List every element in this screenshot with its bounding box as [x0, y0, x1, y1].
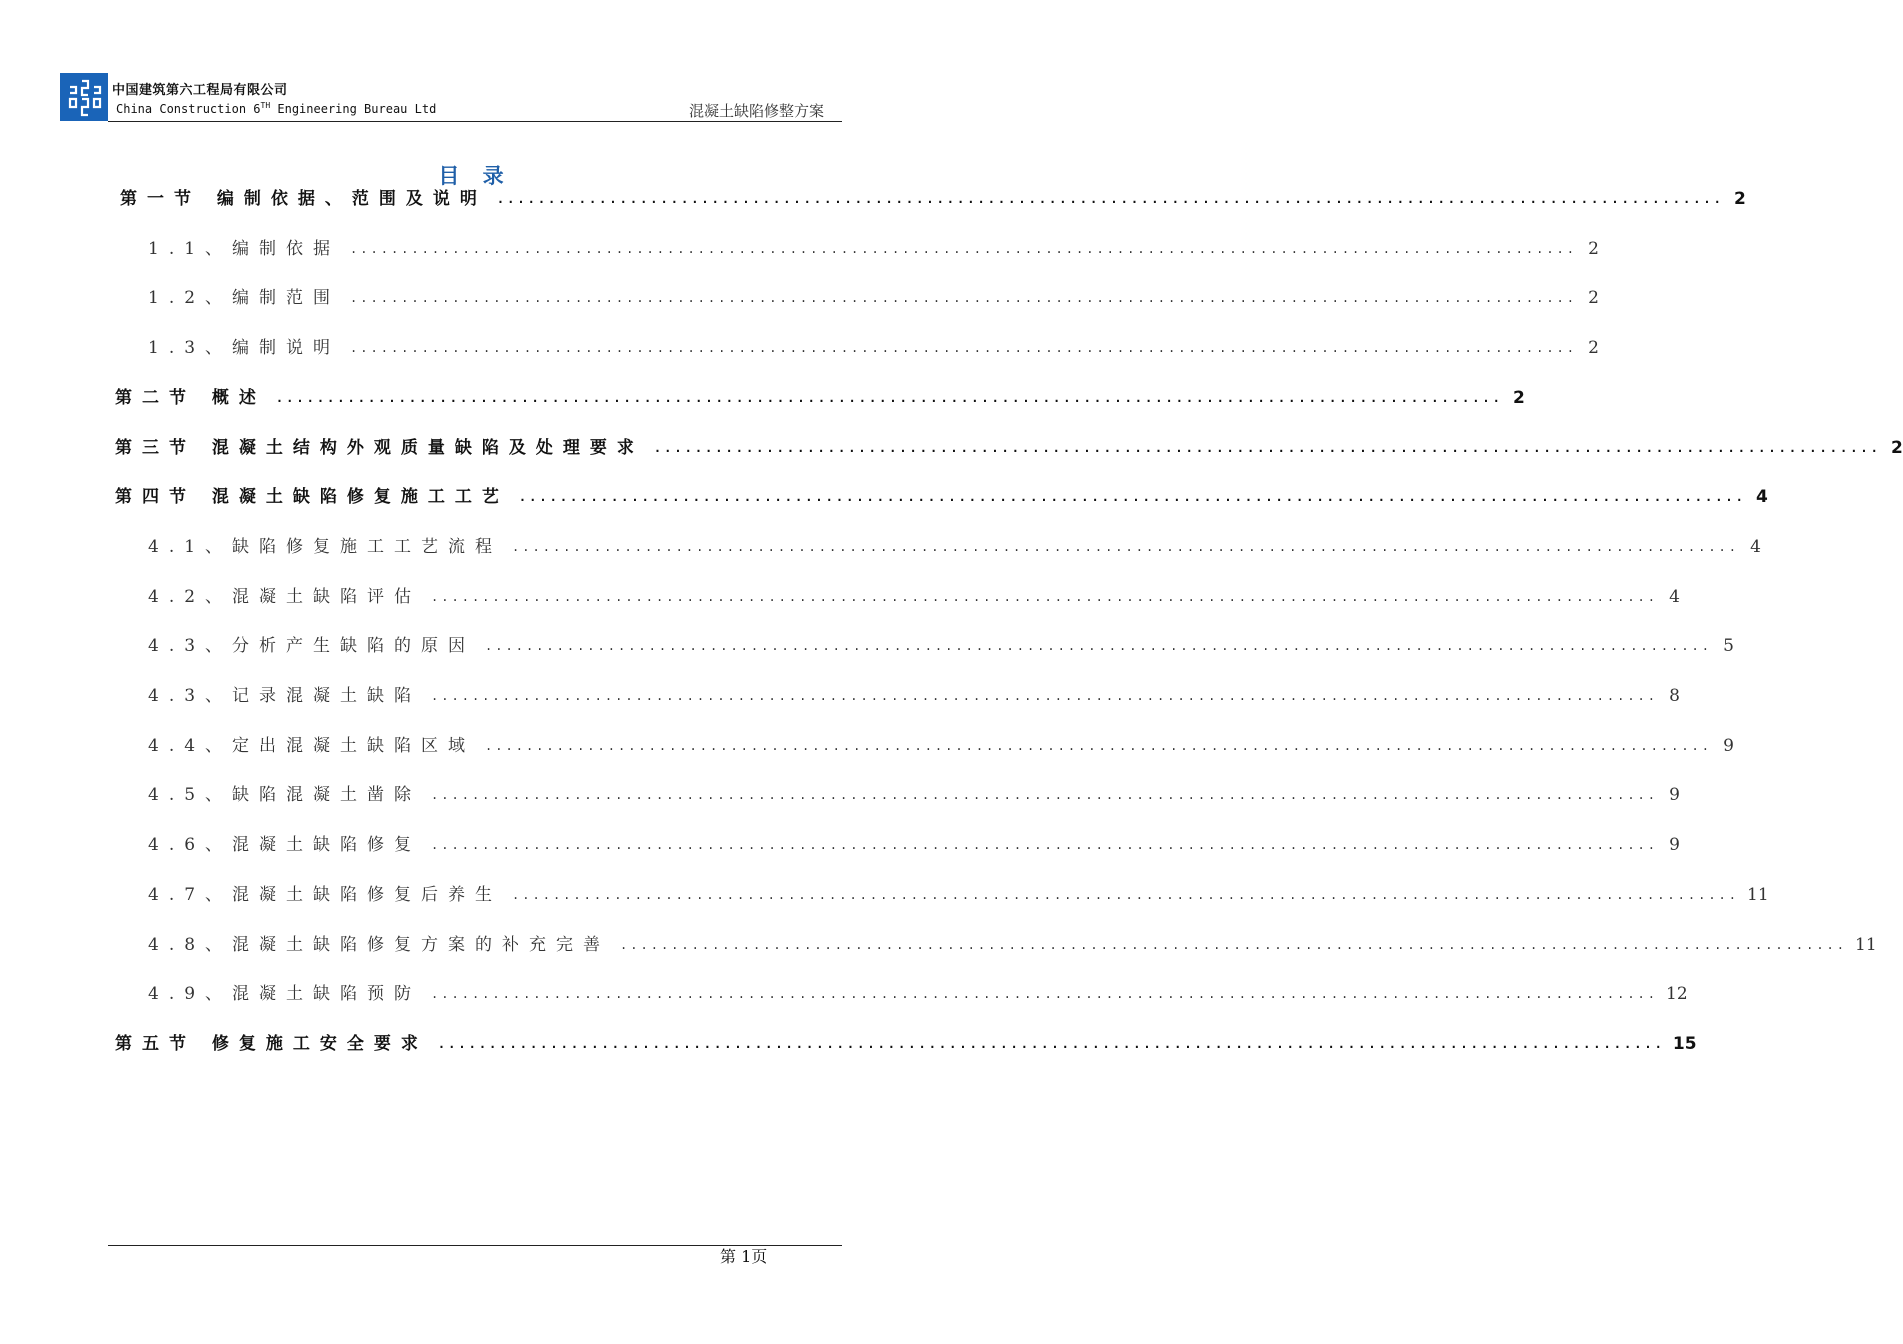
toc-entry-page: 4 — [1669, 587, 1680, 607]
toc-leader-dots: ........................................................................................................................ — [653, 441, 1881, 455]
toc-entry-page: 9 — [1669, 835, 1680, 855]
toc-entry-page: 9 — [1723, 736, 1734, 756]
toc-leader-dots: ........................................................................................................................ — [431, 987, 1658, 1001]
toc-entry-label: 4.3、记录混凝土缺陷 — [148, 686, 422, 706]
toc-entry-label: 4.7、混凝土缺陷修复后养生 — [148, 885, 503, 905]
toc-subsection-entry[interactable] — [148, 633, 1734, 657]
company-name-cn: 中国建筑第六工程局有限公司 — [112, 83, 288, 98]
toc-leader-dots: ........................................................................................................................ — [275, 391, 1503, 405]
toc-entry-label: 1.1、编制依据 — [148, 239, 341, 259]
toc-subsection-entry[interactable] — [148, 782, 1680, 806]
toc-subsection-entry[interactable] — [148, 534, 1761, 558]
toc-subsection-entry[interactable] — [148, 733, 1734, 757]
toc-entry-label: 4.3、分析产生缺陷的原因 — [148, 636, 476, 656]
toc-entry-page: 4 — [1756, 487, 1768, 507]
document-title: 混凝土缺陷修整方案 — [688, 102, 824, 120]
toc-leader-dots: ........................................................................................................................ — [350, 242, 1577, 256]
toc-entry-page: 15 — [1672, 1034, 1697, 1054]
toc-entry-page: 2 — [1588, 239, 1599, 259]
toc-subsection-entry[interactable] — [148, 236, 1599, 260]
toc-entry-label: 第二节 概述 — [115, 388, 266, 408]
toc-subsection-entry[interactable] — [148, 882, 1769, 906]
toc-entry-label: 4.5、缺陷混凝土凿除 — [148, 785, 422, 805]
toc-subsection-entry[interactable] — [148, 584, 1680, 608]
toc-subsection-entry[interactable] — [148, 683, 1680, 707]
toc-entry-label: 4.1、缺陷修复施工工艺流程 — [148, 537, 503, 557]
company-name-en-superscript: TH — [260, 101, 271, 110]
toc-entry-page: 9 — [1669, 785, 1680, 805]
toc-entry-page: 2 — [1891, 438, 1903, 458]
toc-section-entry[interactable] — [115, 385, 1525, 409]
toc-entry-page: 2 — [1588, 338, 1599, 358]
toc-entry-label: 第五节 修复施工安全要求 — [115, 1034, 428, 1054]
header-divider — [108, 121, 842, 122]
toc-subsection-entry[interactable] — [148, 932, 1877, 956]
toc-entry-page: 4 — [1750, 537, 1761, 557]
toc-leader-dots: ........................................................................................................................ — [431, 590, 1658, 604]
toc-leader-dots: ........................................................................................................................ — [512, 888, 1739, 902]
toc-entry-label: 第四节 混凝土缺陷修复施工工艺 — [115, 487, 509, 507]
toc-entry-label: 1.3、编制说明 — [148, 338, 341, 358]
toc-entry-label: 第一节 编制依据、范围及说明 — [120, 189, 487, 209]
toc-leader-dots: ........................................................................................................................ — [431, 788, 1658, 802]
toc-leader-dots: ........................................................................................................................ — [437, 1037, 1665, 1051]
toc-subsection-entry[interactable] — [148, 335, 1599, 359]
toc-leader-dots: ........................................................................................................................ — [485, 739, 1712, 753]
page-header — [60, 70, 842, 125]
toc-heading: 目 录 — [438, 164, 512, 188]
toc-leader-dots: ........................................................................................................................ — [496, 192, 1724, 206]
page-number: 第 1页 — [720, 1247, 768, 1266]
toc-subsection-entry[interactable] — [148, 285, 1599, 309]
toc-subsection-entry[interactable] — [148, 832, 1680, 856]
company-name-en-prefix: China Construction 6 — [116, 102, 261, 116]
toc-leader-dots: ........................................................................................................................ — [431, 689, 1658, 703]
toc-entry-page: 12 — [1666, 984, 1688, 1004]
toc-entry-label: 4.9、混凝土缺陷预防 — [148, 984, 422, 1004]
toc-leader-dots: ........................................................................................................................ — [485, 639, 1712, 653]
toc-entry-page: 5 — [1723, 636, 1734, 656]
toc-leader-dots: ........................................................................................................................ — [350, 341, 1577, 355]
toc-section-entry[interactable] — [115, 484, 1768, 508]
company-name-en-suffix: Engineering Bureau Ltd — [270, 102, 437, 116]
toc-section-entry[interactable] — [115, 1031, 1697, 1055]
toc-entry-page: 11 — [1747, 885, 1769, 905]
toc-entry-page: 11 — [1855, 935, 1877, 955]
toc-section-entry[interactable] — [115, 435, 1903, 459]
toc-entry-page: 2 — [1588, 288, 1599, 308]
toc-section-entry[interactable] — [120, 186, 1746, 210]
toc-leader-dots: ........................................................................................................................ — [512, 540, 1739, 554]
toc-entry-label: 4.6、混凝土缺陷修复 — [148, 835, 422, 855]
toc-entry-label: 4.8、混凝土缺陷修复方案的补充完善 — [148, 935, 611, 955]
toc-leader-dots: ........................................................................................................................ — [620, 938, 1847, 952]
toc-entry-page: 2 — [1513, 388, 1525, 408]
toc-entry-label: 1.2、编制范围 — [148, 288, 341, 308]
toc-entry-label: 4.4、定出混凝土缺陷区域 — [148, 736, 476, 756]
toc-entry-page: 8 — [1669, 686, 1680, 706]
toc-subsection-entry[interactable] — [148, 981, 1688, 1005]
toc-leader-dots: ........................................................................................................................ — [518, 490, 1746, 504]
toc-entry-page: 2 — [1734, 189, 1746, 209]
toc-leader-dots: ........................................................................................................................ — [350, 291, 1577, 305]
cscec-logo-icon — [60, 73, 108, 121]
company-name-en — [116, 101, 436, 116]
toc-leader-dots: ........................................................................................................................ — [431, 838, 1658, 852]
toc-entry-label: 4.2、混凝土缺陷评估 — [148, 587, 422, 607]
toc-entry-label: 第三节 混凝土结构外观质量缺陷及处理要求 — [115, 438, 644, 458]
